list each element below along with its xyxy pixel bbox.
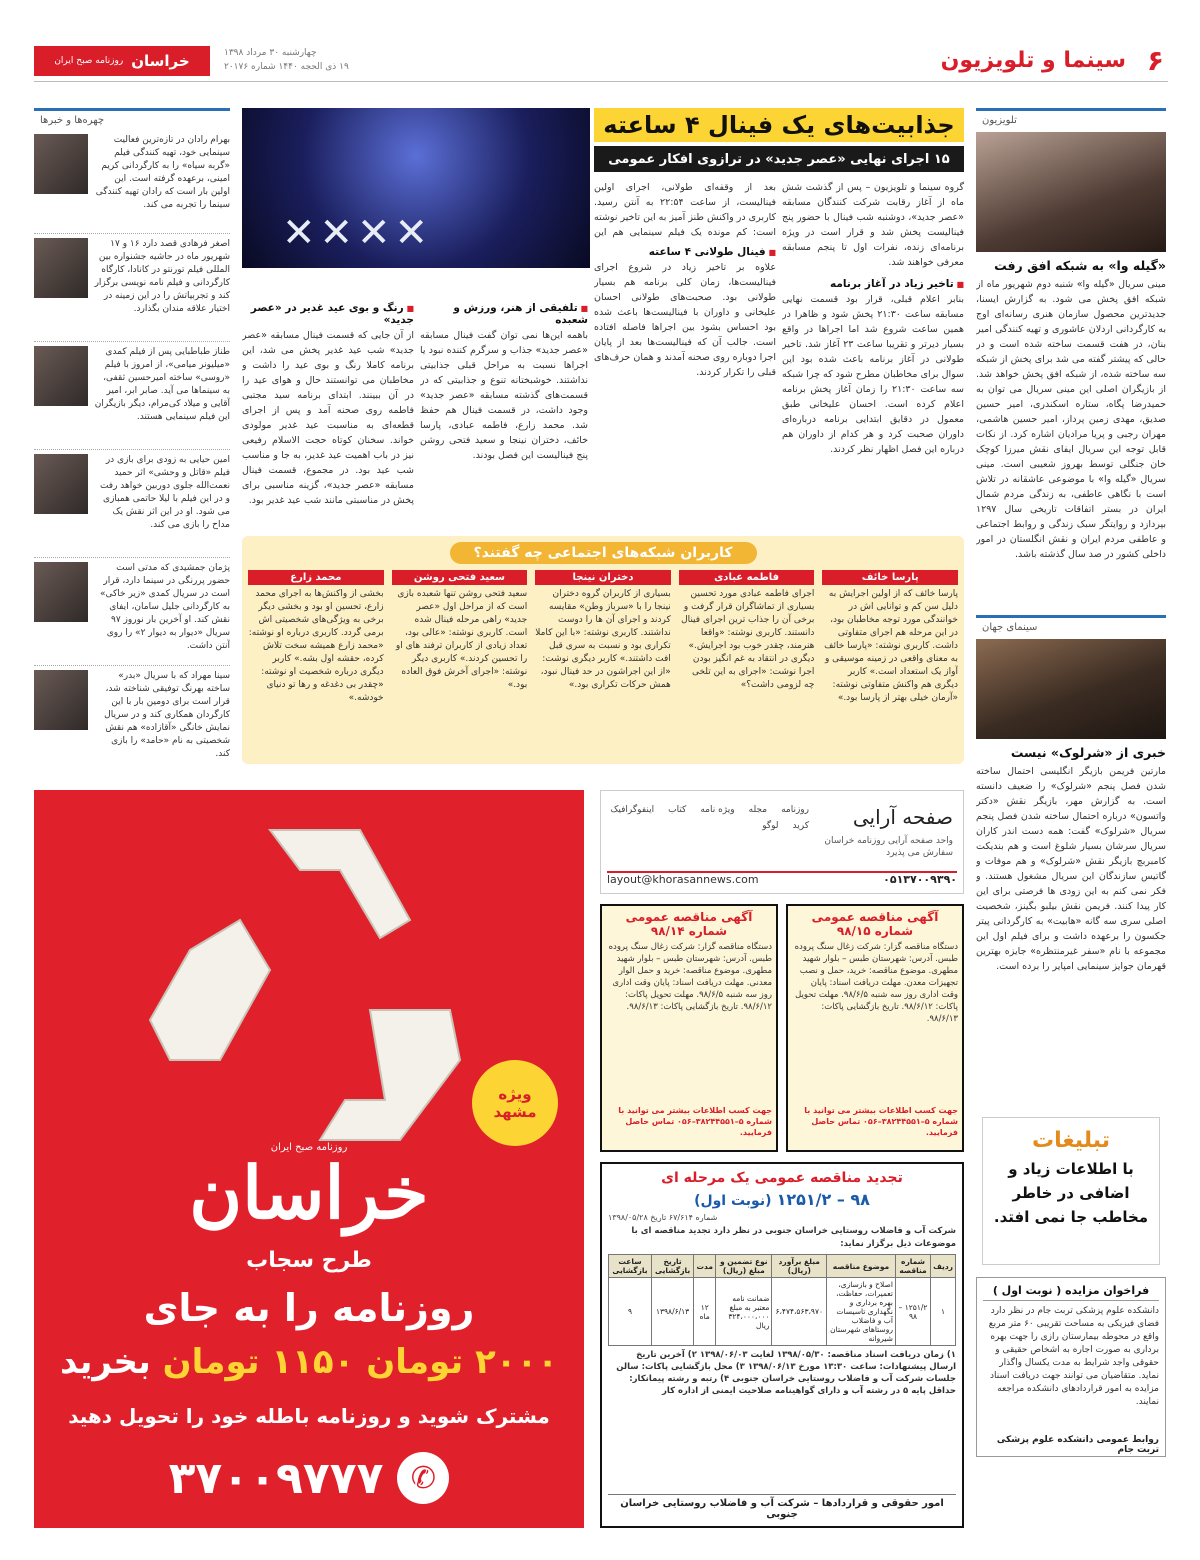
feature-intro: گروه سینما و تلویزیون – پس از گذشت شش ماه از آغاز رقابت شرکت کنندگان مسابقه «عصر جدید»، دوشنبه شب فینال با حضور پنج فینالیست پخش شد و قرار است در ویژه برنامه‌ای زنده، نفرات اول تا پنجم مسابقه معرفی خواهند شد.	[782, 182, 964, 268]
ad-phone-row	[34, 1452, 584, 1504]
social-col-text: پارسا خائف که از اولین اجرایش به دلیل سن کم و توانایی اش در خوانندگی مورد توجه مخاطبان بود، در این مرحله هم اجرای متفاوتی داشت. کاربری نوشته: «پارسا خائف به معنای واقعی در زمینه موسیقی و آواز یک استعداد است.» کاربر دیگری هم واکنش متفاوتی نوشته: «آرمان خیلی بهتر از پارسا بود.»	[824, 589, 958, 703]
world-headline: خبری از «شرلوک» نیست	[1010, 745, 1166, 760]
social-title-bar	[248, 542, 958, 564]
ad-plan: طرح سجاب	[246, 1248, 372, 1273]
news-item-photo	[34, 454, 88, 514]
final-subhead: ■ فینال طولانی ۴ ساعته	[594, 246, 776, 258]
world-section-label: سینمای جهان	[976, 615, 1166, 637]
layout-service-ad	[600, 790, 964, 894]
table-cell: ۱	[931, 1278, 956, 1346]
tender-notice	[786, 904, 964, 1152]
table-cell: ۱۲۵۱/۲ – ۹۸	[895, 1278, 930, 1346]
tender-body: دستگاه مناقصه گزار: شرکت زغال سنگ پروده طبس. آدرس: شهرستان طبس – بلوار شهید مطهری. موضوع مناقصه: خرید، حمل و نصب تجهیزات معدن. مهلت دریافت اسناد: پایان وقت اداری روز سه شنبه ۹۸/۶/۵. مهلت تحویل پاکات: ۹۸/۶/۱۲. تاریخ بازگشایی پاکات: ۹۸/۶/۱۳.	[794, 942, 958, 1024]
table-header-cell: مبلغ برآورد (ریال)	[772, 1255, 827, 1278]
news-item	[34, 670, 230, 766]
table-cell: ۶،۴۷۴،۵۶۳،۹۷۰	[772, 1278, 827, 1346]
special-badge	[472, 1060, 558, 1146]
recycle-arrow-left	[150, 920, 270, 1060]
renewal-round: (نوبت اول)	[694, 1193, 772, 1209]
news-item-photo	[34, 346, 88, 406]
social-col-text: اجرای فاطمه عبادی مورد تحسین بسیاری از تماشاگران قرار گرفت و برخی آن را جذاب ترین اجرای فینال دانستند. کاربری نوشته: «واقعا هنرمند، چقدر خوب بود اجرایش.» دیگری در انتقاد به غم انگیز بودن اجرا نوشت: «اجرای به این تلخی چه لزومی داشت؟»	[681, 589, 815, 690]
renewal-intro: شرکت آب و فاضلاب روستایی خراسان جنوبی در نظر دارد تجدید مناقصه ای با موضوعات ذیل برگزار نماید:	[631, 1226, 956, 1249]
social-col-name: دختران نینجا	[535, 570, 671, 585]
tv-photo	[976, 132, 1166, 252]
news-item-text: بهرام رادان در تازه‌ترین فعالیت سینمایی خود، تهیه کنندگی فیلم «گربه سیاه» را به کارگردانی کریم امینی، برعهده گرفته است. این اولین بار است که رادان تهیه کنندگی سینما را تجربه می کند.	[95, 135, 230, 210]
table-cell: ضمانت نامه معتبر به مبلغ ۳۲۴،۰۰۰،۰۰۰ ریال	[716, 1278, 772, 1346]
news-item-photo	[34, 670, 88, 730]
news-item-text: پژمان جمشیدی که مدتی است حضور پررنگی در سینما دارد، قرار است در سریال کمدی «زیر خاکی» به کارگردانی جلیل سامان، ایفای نقش کند. او آخرین بار نوروز ۹۷ سریال «دیوار به دیوار ۲» را روی آنتن داشت.	[99, 563, 230, 651]
service-item: روزنامه	[781, 805, 809, 815]
layout-phone[interactable]: ۰۵۱۳۷۰۰۹۳۹۰	[883, 873, 957, 886]
tender-footer: جهت کسب اطلاعات بیشتر می توانید با شماره ۵–۳۸۲۴۴۵۵۱–۰۵۶ تماس حاصل فرمایید.	[618, 1106, 772, 1137]
khorasan-ad	[34, 790, 584, 1528]
final-text: علاوه بر تاخیر زیاد در شروع اجرای فینالیست‌ها، زمان کلی برنامه هم بسیار طولانی بود. صحبت‌های طولانی احسان علیخانی و داوران با فینالیست‌ها باعث شده بود احساس بشود بین اجراها فاصله افتاده است. جالب آن که فینالیست‌ها بعد از پایان اجرا دوباره روی صحنه آمدند و همان حرف‌های قبلی را تکرار کردند.	[594, 262, 776, 378]
auction-body: دانشکده علوم پزشکی تربت جام در نظر دارد فضای فیزیکی به مساحت تقریبی ۶۰ متر مربع واقع در محوطه بیمارستان رازی را جهت بهره برداری به صورت اجاره به اشخاص حقیقی و حقوقی واجد شرایط به مدت یکسال واگذار نماید. متقاضیان می توانند جهت دریافت اسناد مزایده به امور قراردادهای دانشکده مراجعه نمایند.	[988, 1306, 1159, 1407]
feature-headline-box	[594, 108, 964, 142]
mix-text: باهمه این‌ها نمی توان گفت فینال مسابقه «عصر جدید» جذاب و سرگرم کننده نبود یا اجراها نسبت به مراحل قبلی جذابیتی نداشتند. خوشبختانه تنوع و جذابیتی که در قسمت‌های گذشته مسابقه «عصر جدید» وجود داشت، در قسمت فینال هم حفظ شد. محمد زارع، فاطمه عبادی، پارسا خائف، دختران نینجا و سعید فتحی روشن پنج فینالیست این فصل بودند.	[420, 330, 588, 461]
tender-title: آگهی مناقصه عمومی	[811, 910, 939, 924]
ad-price-old: ۲۰۰۰ تومان	[366, 1342, 559, 1382]
social-col	[679, 570, 815, 754]
ad-buy: بخرید	[59, 1342, 151, 1382]
social-col	[392, 570, 528, 754]
social-col-text: بخشی از واکنش‌ها به اجرای محمد زارع، تحسین او بود و بخشی دیگر برخی به ویژگی‌های شخصیتی اش برمی گردد. کاربری درباره او نوشته: «محمد زارع همیشه سخت تلاش کرده، حقشه اول بشه.» کاربر دیگری درباره شخصیت او نوشته: «چقدر بی دغدغه و رها تو دنیای خودشه.»	[248, 589, 384, 703]
ad-line2	[34, 1342, 584, 1382]
table-header-cell: ساعت بازگشایی	[609, 1255, 652, 1278]
page-number: ۶	[1146, 44, 1164, 77]
table-header-cell: نوع تضمین و مبلغ (ریال)	[716, 1255, 772, 1278]
social-col	[535, 570, 671, 754]
feature-mix-block	[420, 298, 588, 532]
left-column	[34, 108, 230, 768]
social-col-name: محمد زارع	[248, 570, 384, 585]
renewal-notes: ۱) زمان دریافت اسناد مناقصه: ۱۳۹۸/۰۵/۳۰ لغایت ۱۳۹۸/۰۶/۰۳ ۲) آخرین تاریخ ارسال پیشنهادات: ساعت ۱۳:۳۰ مورخ ۱۳۹۸/۰۶/۱۳ ۳) محل بازگشایی پاکات: سالن جلسات شرکت آب و فاضلاب روستایی خراسان جنوبی ۴) رتبه و رشته پیمانکار: حداقل پایه ۵ در رشته آب و دارای گواهینامه صلاحیت ایمنی از اداره کار	[616, 1350, 956, 1396]
renewal-tender	[600, 1162, 964, 1528]
service-item: کتاب	[668, 805, 687, 815]
social-title: کاربران شبکه‌های اجتماعی چه گفتند؟	[450, 542, 757, 564]
promo-ad-body: با اطلاعات زیاد و اضافی در خاطر مخاطب جا نمی افتد.	[993, 1160, 1149, 1226]
news-item-text: امین حیایی به زودی برای بازی در فیلم «قاتل و وحشی» اثر حمید نعمت‌الله جلوی دوربین خواهد رفت و در این فیلم با لیلا حاتمی همبازی می شود. او در این اثر نقش یک مداح را بازی می کند.	[99, 455, 230, 530]
feature-color-block	[242, 298, 414, 532]
social-col-text: بسیاری از کاربران گروه دختران نینجا را با «سرباز وطن» مقایسه کردند و اجرای آن ها را دوست نداشتند. کاربری نوشته: «با این کاملا تکراری بود و نسبت به سری قبل افت داشتند.» کاربر دیگری نوشت: «از این اجراشون در حد فینال نبود، همش حرکات تکراری بود.»	[535, 589, 671, 690]
feature-headline: جذابیت‌های یک فینال ۴ ساعته	[603, 111, 955, 139]
brand-name: خراسان	[131, 52, 190, 70]
service-item: اینفوگرافیک	[610, 805, 655, 815]
service-item: کرید	[792, 821, 809, 831]
tv-body: مینی سریال «گیله وا» شنبه دوم شهریور ماه از شبکه افق پخش می شود. به گزارش ایسنا، جدیدترین محصول سازمان هنری رسانه‌ای اوج به کارگردانی اردلان عاشوری و تهیه کنندگی امیر بنان، در هفت قسمت ساخته شده است و در حالی که پیشتر گفته می شد برای پخش از شبکه سه ساخته شده، از شبکه افق پخش خواهد شد. از بازیگران اصلی این مینی سریال می توان به حمیدرضا پگاه، ستاره اسکندری، امیر حسین صدیق، مهدی زمین پرداز، امیر حسین هاشمی، مهران رجبی و پریا مرادیان اشاره کرد. از نکات قابل توجه این سریال ایفای نقش میرزا کوچک خان جنگلی توسط بهروز شعیبی است. مینی سریال «گیله وا» با موضوعی عاشقانه در تلاش است با نگاهی عاطفی، به زندگی مردم شمال ایران در بستر اتفاقات تاریخی سال ۱۲۹۷ بپردازد و روایتگر سبک زندگی و روابط اجتماعی و عاطفی مردم ایران و نقش انگلستان در امور داخلی کشور در صد سال گذشته باشد.	[976, 279, 1166, 560]
news-item-text: طناز طباطبایی پس از فیلم کمدی «میلیونر میامی»، از امروز با فیلم «روسی» ساخته امیرحسین ثقفی، به سینماها می آید. صابر ابر، امیر آقایی و میلاد کی‌مرام، دیگر بازیگران این فیلم سینمایی هستند.	[94, 347, 230, 422]
faces-section-label: چهره‌ها و خبرها	[34, 108, 230, 130]
table-cell: ۹	[609, 1278, 652, 1346]
color-subhead: ■ رنگ و بوی عید غدیر در «عصر جدید»	[242, 302, 414, 326]
social-box	[242, 536, 964, 764]
renewal-table-header	[609, 1255, 956, 1278]
table-row	[609, 1278, 956, 1346]
renewal-number: ۹۸ – ۱۲۵۱/۲	[776, 1190, 870, 1209]
issue-date-1: چهارشنبه ۳۰ مرداد ۱۳۹۸	[224, 48, 317, 58]
feature-photo	[242, 108, 590, 268]
ad-brand: خراسان	[189, 1150, 429, 1235]
tender-number: شماره ۹۸/۱۴	[650, 924, 728, 938]
auction-title: فراخوان مزایده ( نوبت اول )	[983, 1284, 1159, 1301]
layout-title: صفحه آرایی	[852, 805, 953, 829]
recycle-graphic	[130, 810, 490, 1150]
renewal-footer: امور حقوقی و قراردادها – شرکت آب و فاضلاب روستایی خراسان جنوبی	[608, 1494, 956, 1520]
auction-footer: روابط عمومی دانشکده علوم پزشکی تربت جام	[996, 1435, 1159, 1455]
news-item	[34, 134, 230, 234]
news-item-photo	[34, 238, 88, 298]
social-col	[248, 570, 384, 754]
social-col-name: سعید فتحی روشن	[392, 570, 528, 585]
tender-footer: جهت کسب اطلاعات بیشتر می توانید با شماره ۵–۳۸۲۴۴۵۵۱–۰۵۶ تماس حاصل فرمایید.	[804, 1106, 958, 1137]
masthead-brand	[34, 46, 210, 76]
feature-subheadline-box	[594, 146, 964, 172]
social-col-name: پارسا خائف	[822, 570, 958, 585]
service-item: ویژه نامه	[700, 805, 735, 815]
tender-notice	[600, 904, 778, 1152]
news-item-photo	[34, 562, 88, 622]
news-item-photo	[34, 134, 88, 194]
ad-brand-sub: روزنامه صبح ایران	[270, 1142, 348, 1153]
service-item: لوگو	[762, 821, 779, 831]
right-column	[976, 108, 1166, 1528]
table-cell: اصلاح و بازسازی، تعمیرات، حفاظت، بهره برداری و نگهداری تاسیسات آب و فاضلاب روستاهای شهرستان شیروانه	[827, 1278, 896, 1346]
tv-section-label: تلویزیون	[976, 108, 1166, 130]
delay-subhead: ■ تاخیر زیاد در آغاز برنامه	[782, 278, 964, 290]
renewal-table	[608, 1254, 956, 1346]
renewal-number-row	[608, 1190, 956, 1209]
ad-phone[interactable]: ۳۷۰۰۹۷۷۷	[168, 1452, 384, 1504]
feature-article	[242, 108, 964, 528]
news-item	[34, 238, 230, 342]
social-columns	[248, 570, 958, 754]
table-header-cell: موضوع مناقصه	[827, 1255, 896, 1278]
table-header-cell: مدت	[694, 1255, 716, 1278]
renewal-title: تجدید مناقصه عمومی یک مرحله ای	[661, 1170, 903, 1186]
news-item	[34, 562, 230, 666]
feature-delay-block	[782, 274, 964, 532]
renewal-ref: شماره ۶۷/۶۱۴ تاریخ ۱۳۹۸/۰۵/۲۸	[608, 1213, 718, 1222]
social-col	[822, 570, 958, 754]
tender-body: دستگاه مناقصه گزار: شرکت زغال سنگ پروده طبس. آدرس: شهرستان طبس – بلوار شهید مطهری. موضوع مناقصه: خرید و حمل الوار معدنی. مهلت دریافت اسناد: پایان وقت اداری روز سه شنبه ۹۸/۶/۵. مهلت تحویل پاکات: ۹۸/۶/۱۲. تاریخ بازگشایی پاکات: ۹۸/۶/۱۳.	[608, 942, 772, 1012]
feature-col-a: بعد از وقفه‌ای طولانی، اجرای اولین فینالیست، از ساعت ۲۲:۵۴ به آنتن رسید. کاربری در واکنش طنز آمیز به این تاخیر نوشته است: کم مونده یک فیلم سینمایی هم این	[594, 182, 776, 238]
mix-subhead: ■ تلفیقی از هنر، ورزش و شعبده	[420, 302, 588, 326]
news-item	[34, 346, 230, 450]
brand-sub: روزنامه صبح ایران	[54, 56, 124, 66]
issue-date-2: ۱۹ ذی الحجه ۱۴۴۰ شماره ۲۰۱۷۶	[224, 62, 349, 72]
auction-notice	[976, 1277, 1166, 1457]
color-text: از آن جایی که قسمت فینال مسابقه «عصر جدید» شب عید غدیر پخش می شد، این برنامه کاملا رنگ و بوی عید را داشت و مخاطبان می توانستند حال و هوای عید را در آن ببینند. ابتدای برنامه سید مجتبی فاطمه روی صحنه آمد و پس از اجرای قطعه‌ای به مناسبت عید غدیر مولودی خواند. سخنان کوتاه حجت الاسلام رفیعی نیز در باب اهمیت عید غدیر، به جا و مناسب شب عید بود. در مجموع، قسمت فینال مسابقه «عصر جدید»، گزینه مناسبی برای پخش در مناسبتی مانند شب عید غدیر بود.	[242, 330, 414, 506]
ad-line1: روزنامه را به جای	[143, 1286, 475, 1330]
promo-ad-title: تبلیغات	[1032, 1128, 1110, 1153]
table-header-cell: تاریخ بازگشایی	[651, 1255, 693, 1278]
delay-text: بنابر اعلام قبلی، قرار بود قسمت نهایی مسابقه ساعت ۲۱:۳۰ پخش شود و ظاهرا در همین ساعت شروع شد اما اجراها در واقع بسیار دیرتر و تقریبا ساعت ۲۳ آغاز شد. تاخیر طولانی در آغاز برنامه باعث شده بود این سوال برای مخاطبان مطرح شود که چرا شبکه سه ساعت ۲۱:۳۰ را زمان آغاز پخش برنامه اعلام کرده است. احسان علیخانی طبق معمول در دقایق ابتدایی برنامه درباره‌ای داوران صحبت کرد و هر کدام از داوران هم درباره این فصل اظهار نظر کردند.	[782, 294, 964, 455]
promo-ad	[982, 1117, 1160, 1265]
social-col-text: سعید فتحی روشن تنها شعبده بازی است که از مراحل اول «عصر جدید» راهی مرحله فینال شده است. کاربری نوشته: «عالی بود، تعداد زیادی از کاربران ترفند های او را تحسین کردند.» کاربری دیگر نوشته: «اجرای آخرش فوق العاده بود.»	[395, 589, 528, 690]
ad-line3: مشترک شوید و روزنامه باطله خود را تحویل دهید	[68, 1404, 550, 1428]
table-cell: ۱۲ ماه	[694, 1278, 716, 1346]
recycle-arrow-top	[270, 830, 410, 938]
xxxx-logo: ✕✕✕✕	[282, 210, 433, 256]
tv-headline: «گیله وا» به شبکه افق رفت	[994, 258, 1166, 273]
section-title: سینما و تلویزیون	[940, 48, 1126, 73]
world-photo	[976, 639, 1166, 739]
news-item-text: اصغر فرهادی قصد دارد ۱۶ و ۱۷ شهریور ماه در حاشیه جشنواره بین المللی فیلم تورنتو در کانادا، کارگاه کارگردانی و فیلم نامه نویسی برگزار کند و تجربیاتش را در این زمینه در اختیار علاقه مندان بگذارد.	[94, 239, 230, 314]
layout-subtitle: واحد صفحه آرایی روزنامه خراسان سفارش می پذیرد	[824, 836, 953, 858]
service-item: مجله	[748, 805, 768, 815]
news-item-text: سینا مهراد که با سریال «بدر» ساخته بهرنگ توفیقی شناخته شد، قرار است برای دومین بار با این کارگردان همکاری کند و در سریال نمایش خانگی «آقازاده» هم نقش شخصیتی به نام «حامد» را بازی کند.	[104, 671, 230, 759]
layout-services	[609, 805, 809, 831]
table-cell: ۱۳۹۸/۶/۱۳	[651, 1278, 693, 1346]
special-badge-text: ویژه مشهد	[493, 1085, 537, 1121]
feature-subheadline: ۱۵ اجرای نهایی «عصر جدید» در ترازوی افکار عمومی	[608, 151, 950, 167]
feature-final-block	[594, 242, 776, 532]
layout-contact-bar	[607, 871, 957, 887]
phone-icon: ✆	[397, 1452, 449, 1504]
page-header	[34, 42, 1168, 82]
table-header-cell: شماره مناقصه	[895, 1255, 930, 1278]
news-item	[34, 454, 230, 558]
ad-price-new: ۱۱۵۰ تومان	[162, 1342, 355, 1382]
world-body: مارتین فریمن بازیگر انگلیسی احتمال ساخته شدن فصل پنجم «شرلوک» را ضعیف دانسته است. به گزارش مهر، بازیگر نقش «دکتر واتسون» درباره احتمال ساخته شدن فصل پنجم سریال «شرلوک» گفت: همه دست اندر کاران سریال سرشان بسیار شلوغ است و هم بندیکت کامبربچ بازیگر نقش «شرلوک» و هم موفات و گاتیس سازندگان این سریال مشغول هستند. و فکر نمی کنم به این زودی ها فرصتی برای این کار پیدا کنند. فریمن نقش بیلبو بگینز، شخصیت اصلی سری سه گانه «هابیت» به کارگردانی پیتر جکسون را برعهده داشت و برای فیلم اول این مجموعه با نام «سفر غیرمنتظره» جایزه بهترین قهرمان جوایز سینمایی امپایر را برده است.	[976, 766, 1166, 972]
tender-number: شماره ۹۸/۱۵	[836, 924, 914, 938]
tender-title: آگهی مناقصه عمومی	[625, 910, 753, 924]
layout-email[interactable]: layout@khorasannews.com	[607, 873, 759, 886]
table-header-cell: ردیف	[931, 1255, 956, 1278]
social-col-name: فاطمه عبادی	[679, 570, 815, 585]
recycle-arrow-right	[320, 1010, 460, 1140]
